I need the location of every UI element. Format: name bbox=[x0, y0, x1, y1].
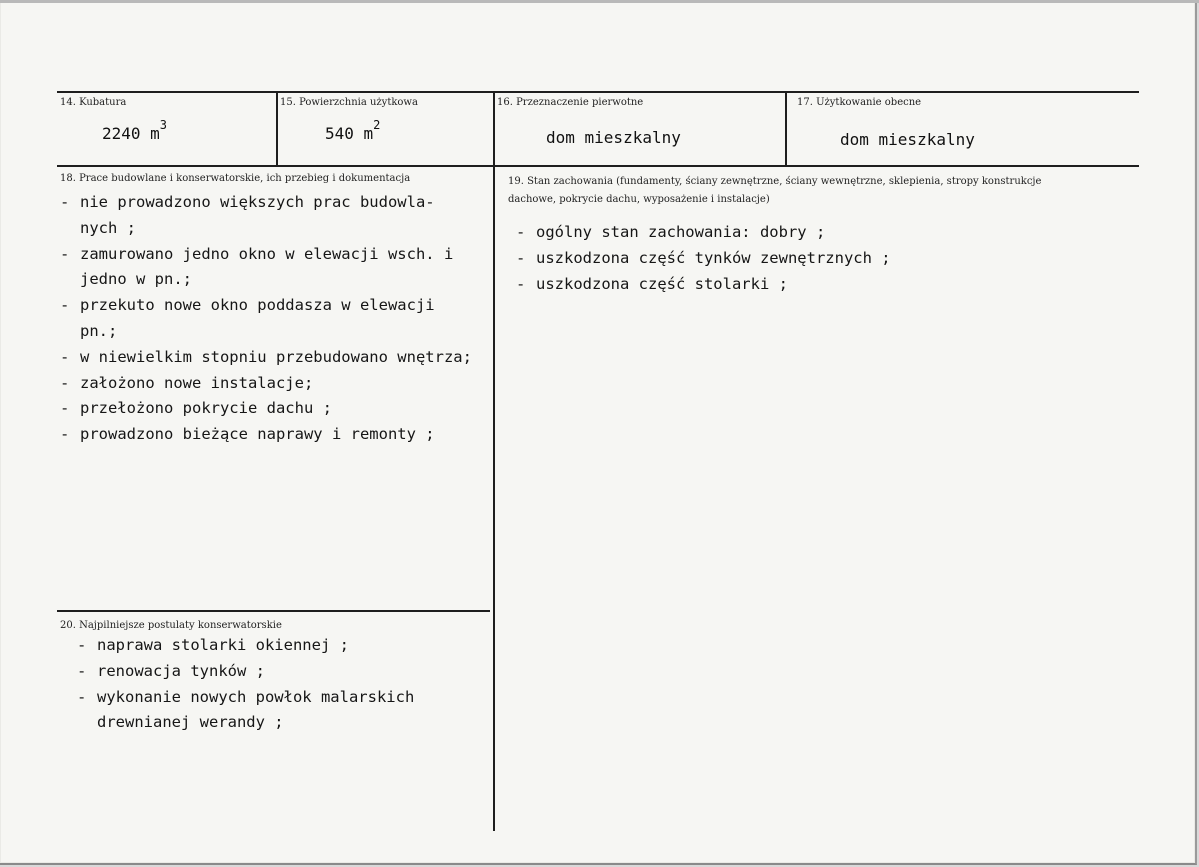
field-14-number: 2240 m bbox=[102, 124, 160, 143]
section-18-list bbox=[60, 190, 472, 448]
field-17-label: 17. Użytkowanie obecne bbox=[797, 97, 922, 108]
list-item: - wykonanie nowych powłok malarskich bbox=[77, 687, 415, 706]
field-14-label: 14. Kubatura bbox=[60, 97, 127, 108]
list-item: - renowacja tynków ; bbox=[77, 661, 265, 680]
card-top-edge bbox=[0, 0, 1199, 3]
field-14-value bbox=[102, 118, 168, 143]
list-item: - naprawa stolarki okiennej ; bbox=[77, 636, 349, 654]
list-item: - założono nowe instalacje; bbox=[60, 373, 314, 392]
list-item: - uszkodzona część stolarki ; bbox=[516, 274, 788, 293]
rule-top bbox=[57, 91, 1139, 93]
divider-15-16 bbox=[493, 91, 495, 831]
list-item: - przełożono pokrycie dachu ; bbox=[60, 399, 332, 418]
list-item: - prowadzono bieżące naprawy i remonty ; bbox=[60, 425, 435, 444]
field-16-label: 16. Przeznaczenie pierwotne bbox=[497, 97, 644, 108]
section-19-list bbox=[516, 220, 891, 297]
field-14-exponent: 3 bbox=[159, 118, 168, 132]
field-17-value: dom mieszkalny bbox=[840, 130, 975, 149]
list-item: - ogólny stan zachowania: dobry ; bbox=[516, 223, 826, 241]
field-15-value bbox=[325, 118, 381, 143]
section-18-label: 18. Prace budowlane i konserwatorskie, ich przebieg i dokumentacja bbox=[60, 173, 411, 184]
section-19-label: 19. Stan zachowania (fundamenty, ściany zewnętrzne, ściany wewnętrzne, sklepienia, stropy konstrukcje dachowe, pokrycie dachu, wyposażenie i instalacje) bbox=[508, 176, 1042, 205]
list-item: jedno w pn.; bbox=[80, 270, 192, 289]
list-item: nych ; bbox=[80, 218, 136, 237]
divider-16-17 bbox=[785, 91, 787, 165]
field-15-exponent: 2 bbox=[373, 118, 381, 132]
list-item: - przekuto nowe okno poddasza w elewacji bbox=[60, 296, 435, 315]
field-16-value: dom mieszkalny bbox=[546, 128, 681, 147]
section-20-list bbox=[77, 633, 414, 736]
list-item: - nie prowadzono większych prac budowla- bbox=[60, 193, 435, 211]
field-15-label: 15. Powierzchnia użytkowa bbox=[280, 97, 418, 108]
rule-mid bbox=[57, 165, 1139, 167]
list-item: drewnianej werandy ; bbox=[97, 713, 284, 732]
section-20-label: 20. Najpilniejsze postulaty konserwatorskie bbox=[60, 620, 282, 631]
list-item: - w niewielkim stopniu przebudowano wnętrza; bbox=[60, 347, 472, 366]
list-item: - uszkodzona część tynków zewnętrznych ; bbox=[516, 248, 891, 267]
field-15-number: 540 m bbox=[325, 124, 374, 143]
rule-sec20 bbox=[57, 610, 490, 612]
divider-14-15 bbox=[276, 91, 278, 165]
list-item: pn.; bbox=[80, 321, 118, 340]
list-item: - zamurowano jedno okno w elewacji wsch. i bbox=[60, 244, 454, 263]
